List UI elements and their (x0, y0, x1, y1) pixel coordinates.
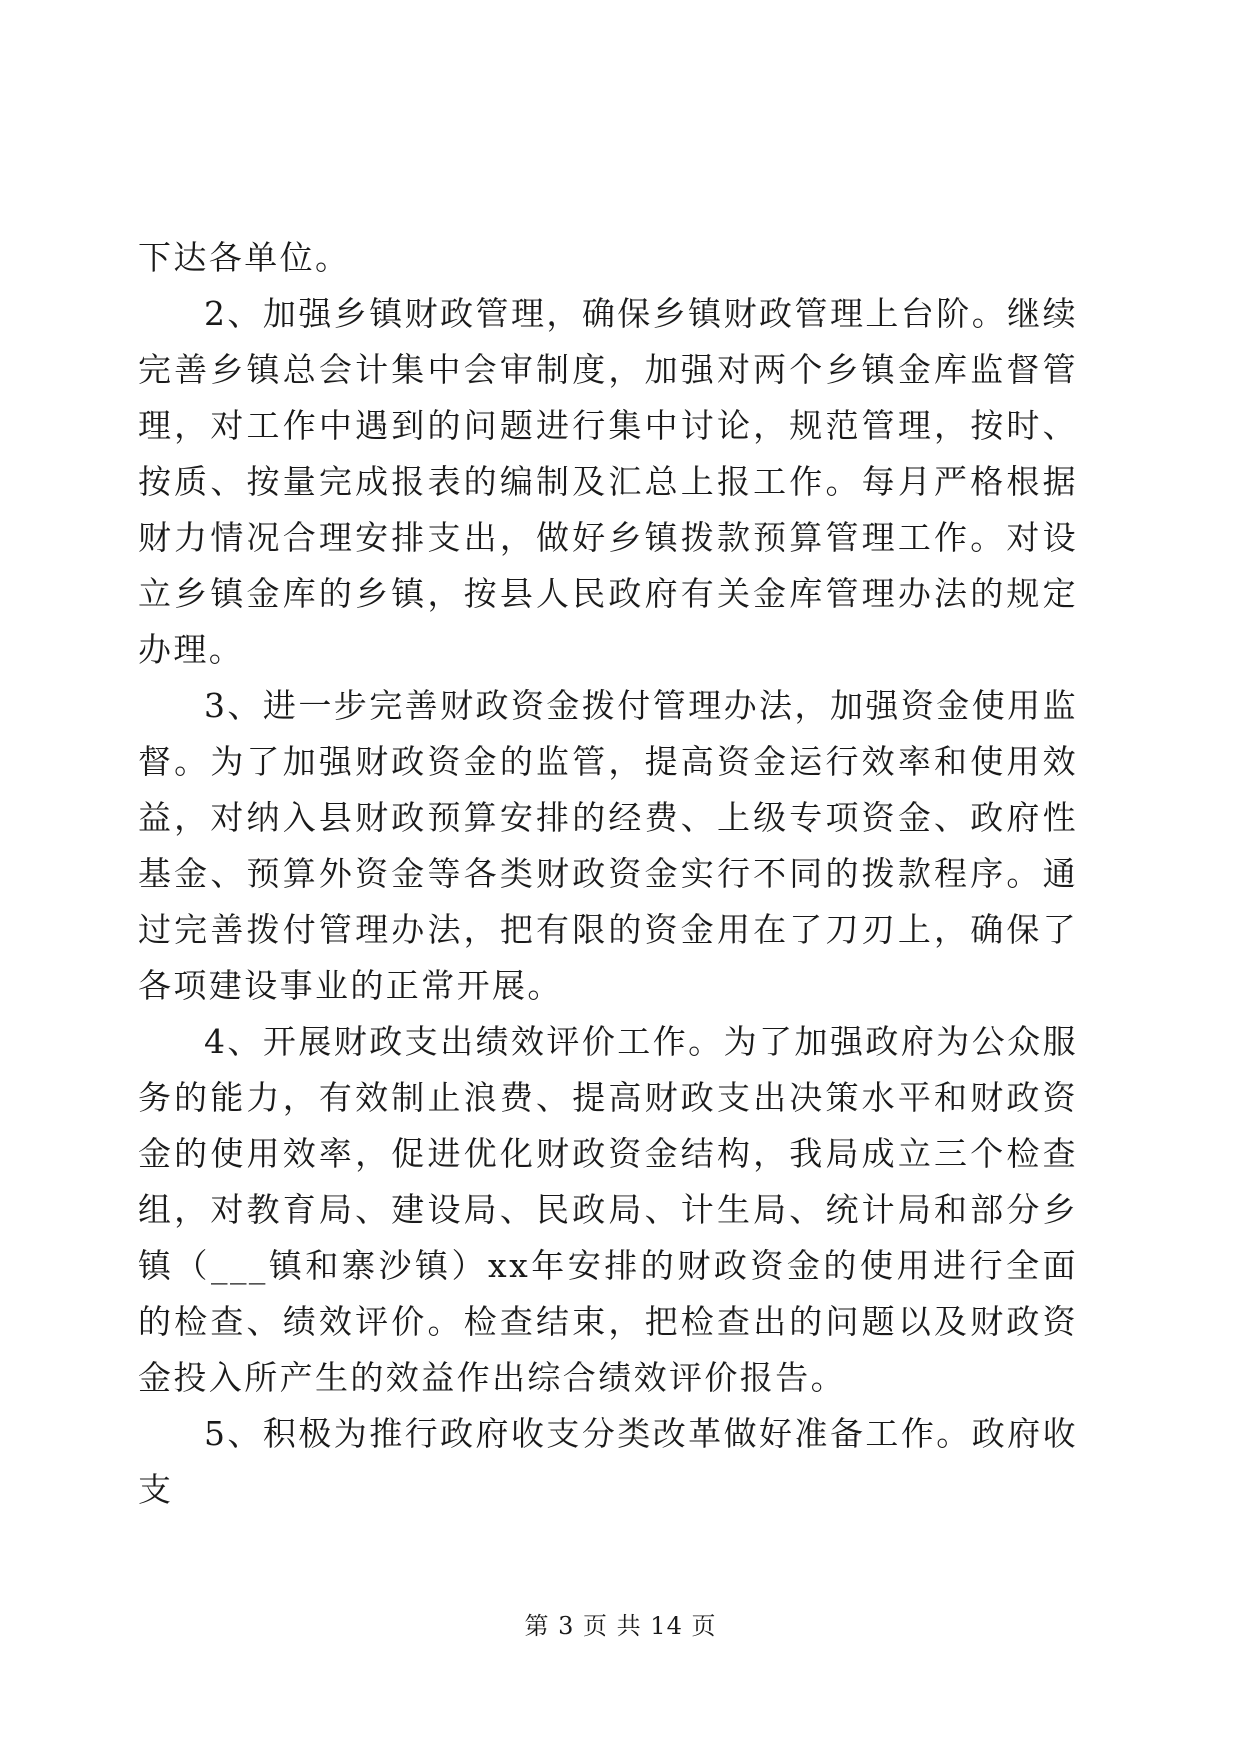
paragraph-5: 5、积极为推行政府收支分类改革做好准备工作。政府收支 (138, 1414, 1078, 1509)
paragraph-4: 4、开展财政支出绩效评价工作。为了加强政府为公众服务的能力，有效制止浪费、提高财政支出决策水平和财政资金的使用效率，促进优化财政资金结构，我局成立三个检查组，对教育局、建设局、民政局、计生局、统计局和部分乡镇（___镇和寨沙镇）xx年安排的财政资金的使用进行全面的检查、绩效评价。检查结束，把检查出的问题以及财政资金投入所产生的效益作出综合绩效评价报告。 (138, 1022, 1078, 1397)
paragraph-3: 3、进一步完善财政资金拨付管理办法，加强资金使用监督。为了加强财政资金的监管，提高资金运行效率和使用效益，对纳入县财政预算安排的经费、上级专项资金、政府性基金、预算外资金等各类财政资金实行不同的拨款程序。通过完善拨付管理办法，把有限的资金用在了刀刃上，确保了各项建设事业的正常开展。 (138, 686, 1078, 1005)
paragraph-1: 下达各单位。 (138, 238, 351, 277)
body-text (138, 230, 1078, 1518)
page-number-footer: 第 3 页 共 14 页 (524, 1612, 717, 1640)
paragraph-2: 2、加强乡镇财政管理，确保乡镇财政管理上台阶。继续完善乡镇总会计集中会审制度，加强对两个乡镇金库监督管理，对工作中遇到的问题进行集中讨论，规范管理，按时、按质、按量完成报表的编制及汇总上报工作。每月严格根据财力情况合理安排支出，做好乡镇拨款预算管理工作。对设立乡镇金库的乡镇，按县人民政府有关金库管理办法的规定办理。 (138, 294, 1078, 669)
